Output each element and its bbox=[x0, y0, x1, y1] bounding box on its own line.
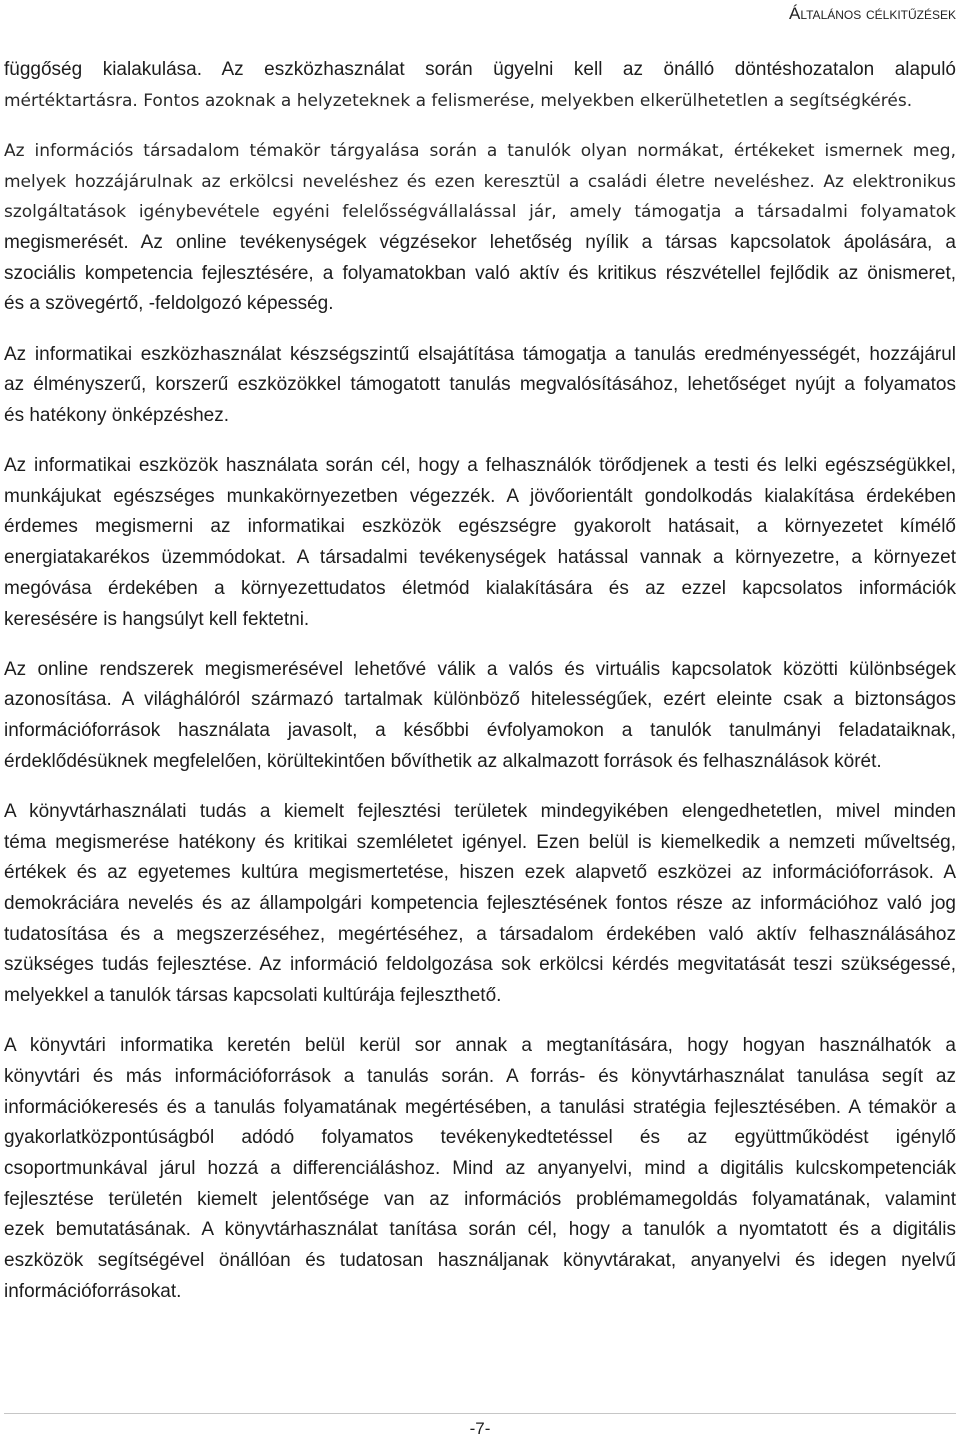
paragraph-line: tudatosítása és a megszerzéséhez, megértéséhez, a társadalom érdekében való aktív felhasználásához bbox=[4, 923, 956, 945]
footer-rule bbox=[4, 1413, 956, 1414]
paragraph-line: és a szövegértő, -feldolgozó képesség. bbox=[4, 293, 334, 315]
paragraph-line: információkeresés és a tanulás folyamatának megértésében, a tanulási stratégia fejlesztésében. A témakör a bbox=[4, 1096, 956, 1118]
body-paragraph bbox=[4, 340, 956, 432]
paragraph-line: melyek hozzájárulnak az erkölcsi neveléshez és ezen keresztül a családi életre neveléshez. Az elektronikus bbox=[4, 171, 956, 192]
paragraph-line: keresésére is hangsúlyt kell fektetni. bbox=[4, 608, 310, 630]
body-paragraph bbox=[4, 451, 956, 635]
paragraph-line: információforrásokat. bbox=[4, 1280, 182, 1302]
body-paragraph bbox=[4, 797, 956, 1012]
paragraph-line: csoportmunkával járul hozzá a differenciáláshoz. Mind az anyanyelvi, mind a digitális kulcskompetenciák bbox=[4, 1158, 956, 1179]
paragraph-line: Az informatikai eszközök használata során cél, hogy a felhasználók törődjenek a testi és lelki egészségükkel, bbox=[4, 455, 956, 477]
paragraph-line: érdemes megismerni az informatikai eszközök egészségre gyakorolt hatásait, a környezetet kímélő bbox=[4, 516, 956, 538]
paragraph-line: szükséges tudás fejlesztése. Az információ feldolgozása sok erkölcsi kérdés megvitatását teszi szükségessé, bbox=[4, 954, 956, 976]
paragraph-line: eszközök segítségével önállóan és tudatosan használjanak könyvtárakat, anyanyelvi és idegen nyelvű bbox=[4, 1250, 956, 1272]
paragraph-line: Az informatikai eszközhasználat készségszintű elsajátítása támogatja a tanulás eredményességét, hozzájárul bbox=[4, 343, 956, 365]
paragraph-line: megismerését. Az online tevékenységek végzésekor lehetőség nyílik a társas kapcsolatok ápolására, a bbox=[4, 231, 956, 253]
paragraph-line: energiatakarékos üzemmódokat. A társadalmi tevékenységek hatással vannak a környezetre, a környezet bbox=[4, 547, 956, 569]
document-body bbox=[4, 55, 956, 1327]
body-paragraph bbox=[4, 1031, 956, 1307]
paragraph-line: melyekkel a tanulók társas kapcsolati kultúrája fejleszthető. bbox=[4, 985, 502, 1007]
body-paragraph bbox=[4, 136, 956, 320]
paragraph-line: mértéktartásra. Fontos azoknak a helyzeteknek a felismerése, melyekben elkerülhetetlen a segítségkérés. bbox=[4, 90, 913, 111]
paragraph-line: A könyvtárhasználati tudás a kiemelt fejlesztési területek mindegyikében elengedhetetlen, mivel minden bbox=[4, 800, 956, 822]
paragraph-line: gyakorlatközpontúságból adódó folyamatos tevékenykedtetéssel és az együttműködést igénylő bbox=[4, 1127, 956, 1149]
running-header: Általános célkitűzések bbox=[789, 4, 956, 23]
paragraph-line: szolgáltatások igénybevétele egyéni felelősségvállalással jár, amely támogatja a társadalmi folyamatok bbox=[4, 202, 956, 223]
paragraph-line: értékek és az egyetemes kultúra megismertetése, hiszen ezek alapvető eszközei az információforrások. A bbox=[4, 862, 956, 884]
paragraph-line: Az információs társadalom témakör tárgyalása során a tanulók olyan normákat, értékeket ismernek meg, bbox=[4, 140, 956, 161]
paragraph-line: fejlesztése területén kiemelt jelentősége van az információs problémamegoldás folyamatának, valamint bbox=[4, 1188, 956, 1210]
paragraph-line: szociális kompetencia fejlesztésére, a folyamatokban való aktív és kritikus részvétellel fejlődik az önismeret, bbox=[4, 262, 956, 284]
paragraph-line: érdeklődésüknek megfelelően, körültekintően bővíthetik az alkalmazott források és felhasználások körét. bbox=[4, 750, 882, 772]
paragraph-line: megóvása érdekében a környezettudatos életmód kialakítására és az ezzel kapcsolatos információk bbox=[4, 577, 956, 599]
paragraph-line: információforrások használata javasolt, a későbbi évfolyamokon a tanulók tanulmányi feladataiknak, bbox=[4, 720, 956, 742]
paragraph-line: és hatékony önképzéshez. bbox=[4, 404, 229, 426]
paragraph-line: az élményszerű, korszerű eszközökkel támogatott tanulás megvalósításához, lehetőséget nyújt a folyamatos bbox=[4, 374, 956, 396]
paragraph-line: azonosítása. A világhálóról származó tartalmak különböző hitelességűek, ezért eleinte csak a biztonságos bbox=[4, 689, 956, 711]
paragraph-line: könyvtári és más információforrások a tanulás során. A forrás- és könyvtárhasználat tanulása segít az bbox=[4, 1065, 956, 1087]
paragraph-line: Az online rendszerek megismerésével lehetővé válik a valós és virtuális kapcsolatok közötti különbségek bbox=[4, 658, 956, 680]
paragraph-line: demokráciára nevelés és az állampolgári kompetencia fejlesztésének fontos része az információhoz való jog bbox=[4, 893, 956, 914]
paragraph-line: téma megismerése hatékony és kritikai szemléletet igényel. Ezen belül is kiemelkedik a nemzeti műveltség, bbox=[4, 831, 956, 853]
paragraph-line: munkájukat egészséges munkakörnyezetben végezzék. A jövőorientált gondolkodás kialakítása érdekében bbox=[4, 485, 956, 507]
page-number: -7- bbox=[469, 1419, 491, 1438]
paragraph-line: A könyvtári informatika keretén belül kerül sor annak a megtanítására, hogy hogyan használhatók a bbox=[4, 1035, 956, 1057]
paragraph-line: függőség kialakulása. Az eszközhasználat során ügyelni kell az önálló döntéshozatalon alapuló bbox=[4, 59, 956, 80]
body-paragraph bbox=[4, 55, 956, 116]
paragraph-line: ezek bemutatásának. A könyvtárhasználat tanítása során cél, hogy a tanulók a nyomtatott és a digitális bbox=[4, 1219, 956, 1241]
body-paragraph bbox=[4, 655, 956, 778]
